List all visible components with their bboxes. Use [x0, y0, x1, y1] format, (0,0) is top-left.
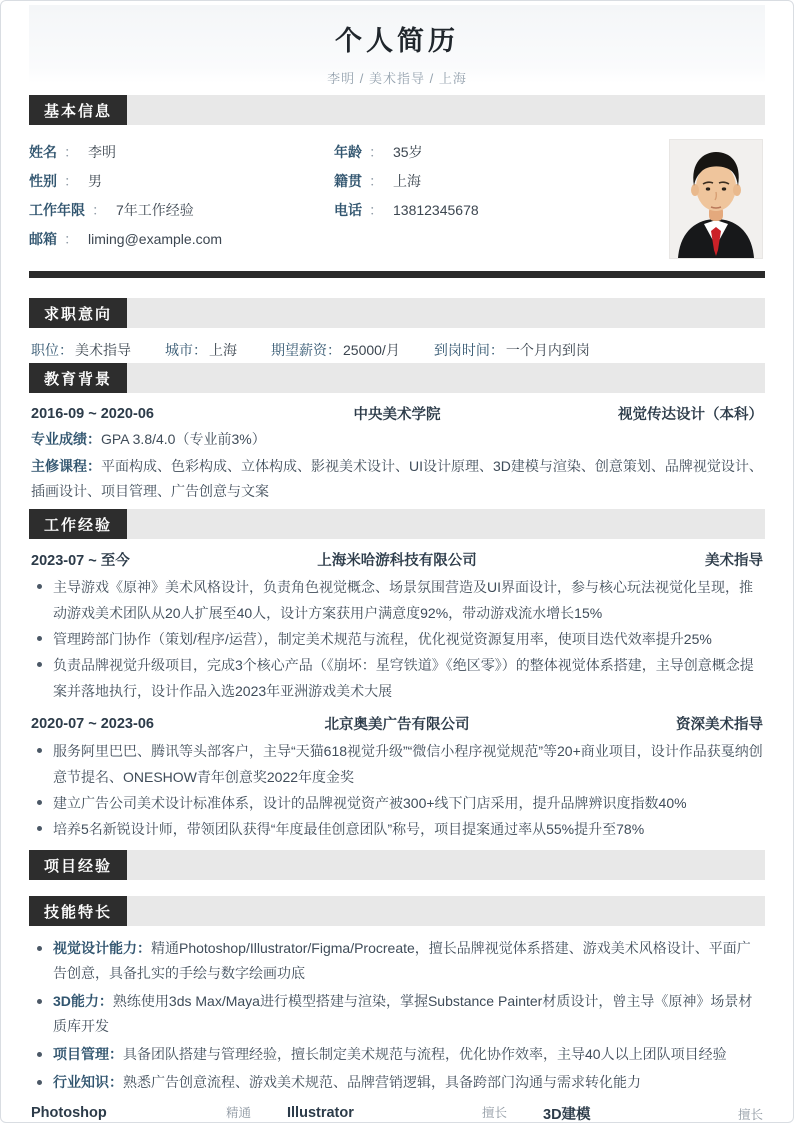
section-divider: [29, 271, 765, 278]
skill-bullet-list: [31, 936, 763, 1095]
education-major: 视觉传达设计（本科）: [618, 407, 763, 423]
field-colon: ：: [64, 172, 78, 189]
field-value: liming@example.com: [88, 230, 223, 247]
job-intent-row: [31, 340, 763, 359]
intent-value: 一个月内到岗: [505, 341, 590, 358]
job-company: 北京奥美广告有限公司: [324, 717, 470, 733]
job-period: 2023-07 ~ 至今: [31, 553, 130, 569]
field-label: 性别: [29, 172, 57, 189]
job-bullet-list: [31, 738, 763, 842]
field-age: [334, 142, 649, 162]
skill-bullet: [31, 989, 763, 1039]
skill-bar-name: Photoshop: [31, 1105, 107, 1121]
section-tag: 教育背景: [29, 363, 127, 393]
field-label: 工作年限: [29, 201, 85, 218]
field-colon: ：: [64, 143, 78, 160]
intent-value: 上海: [209, 341, 237, 358]
skill-bullet: [31, 936, 763, 986]
skill-bullet: [31, 1042, 763, 1067]
skill-bar-photoshop: [31, 1103, 251, 1123]
skill-bars-row: [31, 1103, 763, 1123]
field-label: 籍贯: [334, 172, 362, 189]
job-bullet: 负责品牌视觉升级项目，完成3个核心产品（《崩坏：星穹铁道》《绝区零》）的整体视觉体系搭建，主导创意概念提案并落地执行，设计作品入选2023年亚洲游戏美术大展: [31, 652, 763, 704]
field-name: [29, 142, 334, 162]
field-work-years: [29, 200, 334, 220]
field-value: 13812345678: [393, 201, 479, 218]
intent-label: 职位：: [31, 341, 73, 358]
field-colon: ：: [369, 143, 383, 160]
skill-bar-name: Illustrator: [287, 1105, 354, 1121]
skill-label: 项目管理：: [53, 1046, 123, 1062]
intent-label: 期望薪资：: [271, 341, 341, 358]
job-entry-header: [31, 714, 763, 733]
section-tag: 工作经验: [29, 509, 127, 539]
gpa-text: GPA 3.8/4.0（专业前3%）: [101, 431, 266, 447]
intent-availability: [434, 340, 590, 360]
intent-label: 到岗时间：: [433, 341, 504, 358]
job-bullet: 建立广告公司美术设计标准体系，设计的品牌视觉资产被300+线下门店采用，提升品牌辨识度指数40%: [31, 790, 763, 816]
skill-text: 熟练使用3ds Max/Maya进行模型搭建与渲染，掌握Substance Painter材质设计，曾主导《原神》场景材质库开发: [53, 993, 753, 1034]
skill-bar-name: 3D建模: [543, 1107, 591, 1123]
job-company: 上海米哈游科技有限公司: [317, 553, 477, 569]
education-gpa-line: [31, 430, 763, 449]
resume-header: [29, 5, 765, 86]
job-bullet-list: [31, 574, 763, 704]
field-native-place: [334, 171, 649, 191]
field-colon: ：: [92, 201, 106, 218]
section-tag: 求职意向: [29, 298, 127, 328]
intent-salary: [271, 340, 400, 360]
skill-bar-3d-modeling: [543, 1103, 763, 1123]
skill-bar-illustrator: [287, 1103, 507, 1123]
job-title: 资深美术指导: [676, 717, 763, 733]
field-gender: [29, 171, 334, 191]
field-value: 7年工作经验: [116, 201, 194, 218]
job-bullet: 培养5名新锐设计师，带领团队获得“年度最佳创意团队”称号，项目提案通过率从55%提升至78%: [31, 816, 763, 842]
field-value: 35岁: [393, 143, 423, 160]
courses-label: 主修课程：: [31, 458, 101, 474]
field-email: [29, 229, 334, 249]
skill-bar-level: 精通: [225, 1106, 251, 1120]
skill-label: 视觉设计能力：: [53, 940, 151, 956]
education-school: 中央美术学院: [353, 407, 441, 423]
skill-text: 熟悉广告创意流程、游戏美术规范、品牌营销逻辑，具备跨部门沟通与需求转化能力: [123, 1074, 641, 1090]
education-courses-line: [31, 454, 763, 504]
education-period: 2016-09 ~ 2020-06: [31, 405, 154, 422]
field-label: 姓名: [29, 143, 57, 160]
field-value: 李明: [88, 143, 116, 160]
section-tag: 技能特长: [29, 896, 127, 926]
intent-position: [31, 340, 131, 360]
field-label: 年龄: [334, 143, 362, 160]
job-period: 2020-07 ~ 2023-06: [31, 715, 154, 732]
portrait-illustration: [670, 140, 762, 258]
job-entry-header: [31, 550, 763, 569]
education-entry-header: [31, 404, 763, 423]
field-colon: ：: [64, 230, 78, 247]
field-label: 邮箱: [29, 230, 57, 247]
basic-info-grid: [29, 137, 649, 253]
skill-bullet: [31, 1070, 763, 1095]
field-label: 电话: [334, 201, 362, 218]
section-header-job-intent: [29, 298, 765, 328]
field-phone: [334, 200, 649, 220]
field-value: 上海: [393, 172, 421, 189]
skill-bar-level: 擅长: [737, 1108, 763, 1122]
field-colon: ：: [369, 172, 383, 189]
basic-info-block: [29, 137, 765, 257]
field-value: 男: [88, 172, 102, 189]
intent-city: [165, 340, 237, 360]
job-bullet: 主导游戏《原神》美术风格设计，负责角色视觉概念、场景氛围营造及UI界面设计，参与核心玩法视觉化呈现，推动游戏美术团队从20人扩展至40人，设计方案获用户满意度92%，带动游戏流水增长15%: [31, 574, 763, 626]
job-bullet: 管理跨部门协作（策划/程序/运营），制定美术规范与流程，优化视觉资源复用率，使项目迭代效率提升25%: [31, 626, 763, 652]
job-bullet: 服务阿里巴巴、腾讯等头部客户，主导“天猫618视觉升级”“微信小程序视觉规范”等20+商业项目，设计作品获戛纳创意节提名、ONESHOW青年创意奖2022年度金奖: [31, 738, 763, 790]
skill-label: 3D能力：: [53, 993, 113, 1009]
field-colon: ：: [369, 201, 383, 218]
section-tag: 项目经验: [29, 850, 127, 880]
section-header-basic-info: [29, 95, 765, 125]
intent-value: 美术指导: [75, 341, 131, 358]
skill-label: 行业知识：: [53, 1074, 123, 1090]
intent-value: 25000/月: [343, 341, 400, 358]
courses-text: 平面构成、色彩构成、立体构成、影视美术设计、UI设计原理、3D建模与渲染、创意策划、品牌视觉设计、插画设计、项目管理、广告创意与文案: [31, 458, 763, 499]
intent-label: 城市：: [165, 341, 207, 358]
section-header-projects: [29, 850, 765, 880]
section-header-experience: [29, 509, 765, 539]
skill-bar-level: 擅长: [481, 1106, 507, 1120]
page-subtitle: 李明 / 美术指导 / 上海: [327, 71, 467, 86]
page-title: 个人简历: [335, 26, 459, 56]
section-header-education: [29, 363, 765, 393]
profile-photo: [669, 139, 763, 259]
skill-text: 精通Photoshop/Illustrator/Figma/Procreate，擅长品牌视觉体系搭建、游戏美术风格设计、平面广告创意，具备扎实的手绘与数字绘画功底: [53, 940, 751, 981]
skill-text: 具备团队搭建与管理经验，擅长制定美术规范与流程，优化协作效率，主导40人以上团队项目经验: [123, 1046, 727, 1062]
section-header-skills: [29, 896, 765, 926]
section-tag: 基本信息: [29, 95, 127, 125]
gpa-label: 专业成绩：: [31, 431, 101, 447]
job-title: 美术指导: [705, 553, 763, 569]
